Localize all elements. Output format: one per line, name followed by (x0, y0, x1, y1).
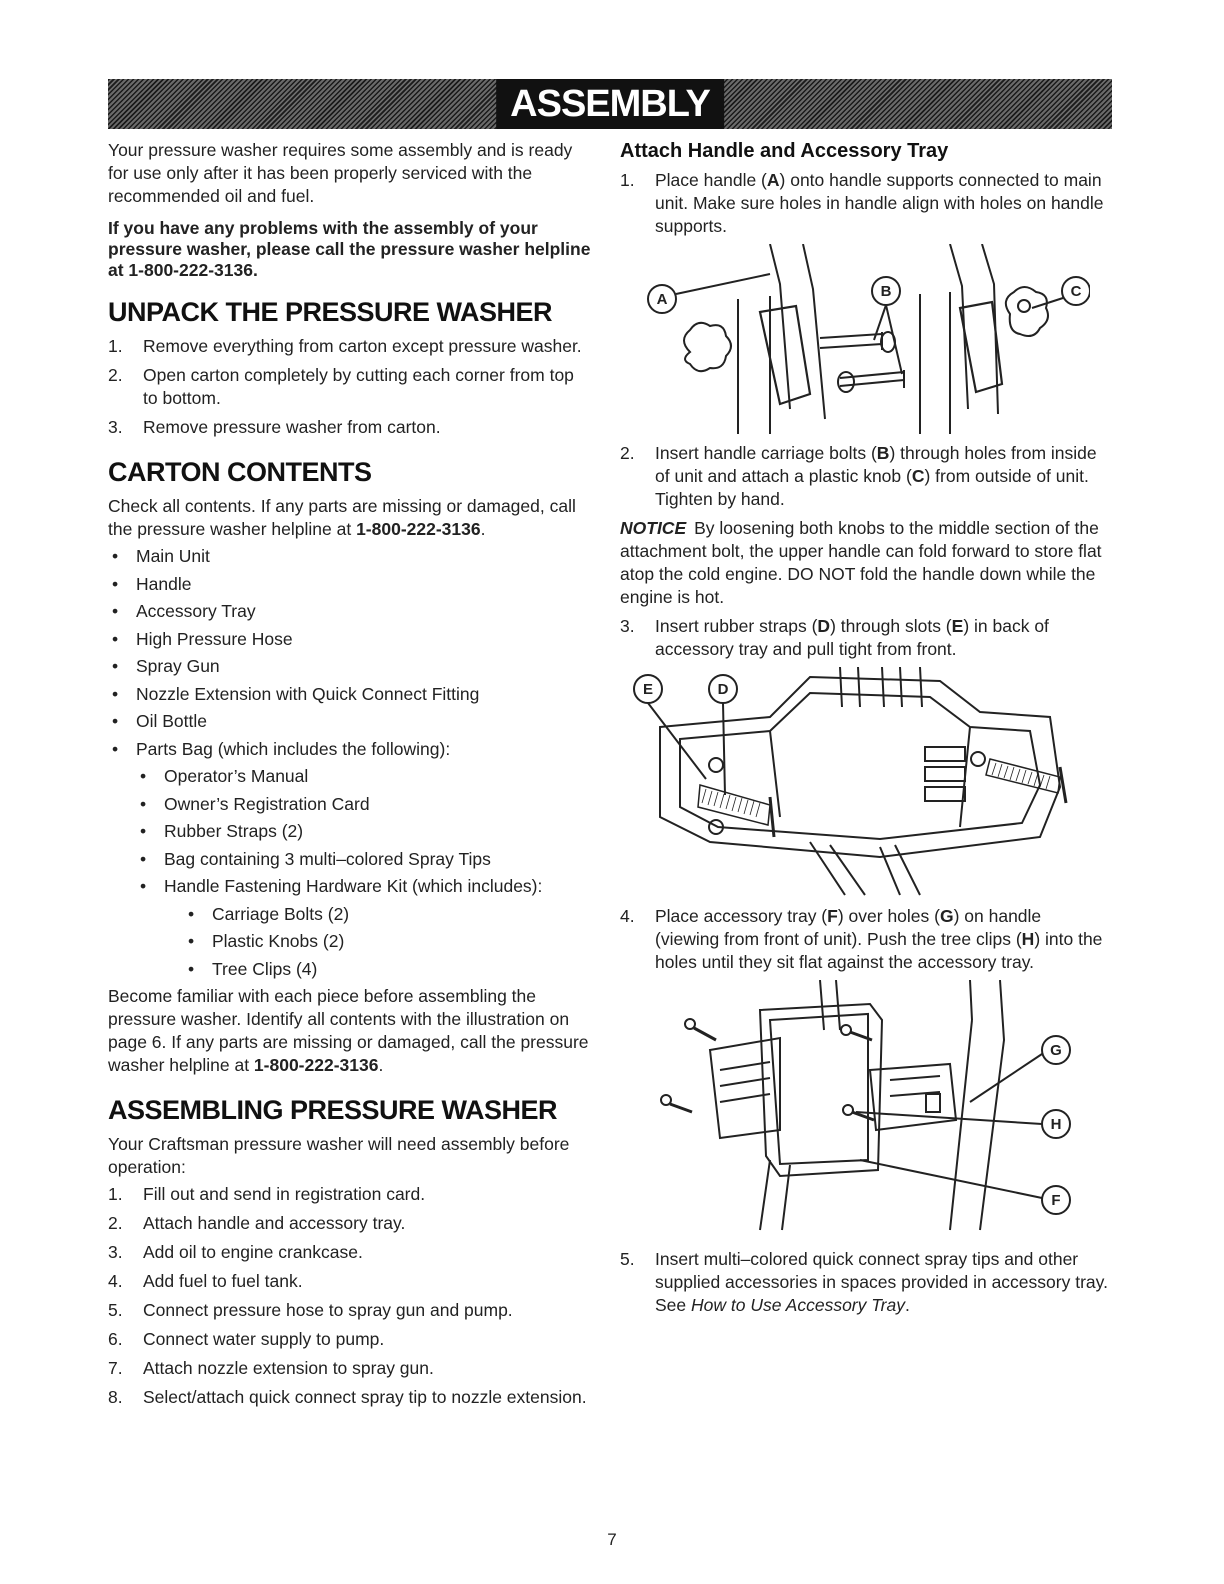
list-item: • Tree Clips (4) (108, 958, 593, 981)
accessory-tray-clips-figure (620, 980, 1090, 1240)
carton-intro: Check all contents. If any parts are missing or damaged, call the pressure washer helpline at 1-800-222-3136. (108, 496, 576, 539)
list-item: • Plastic Knobs (2) (108, 930, 593, 953)
label-h: H (1050, 1116, 1062, 1133)
label-g: G (1050, 1042, 1062, 1059)
helpline-phone: 1-800-222-3136 (253, 1055, 379, 1075)
assembling-heading: ASSEMBLING PRESSURE WASHER (108, 1095, 558, 1125)
list-item: 3. Insert rubber straps (D) through slots (E) in back of accessory tray and pull tight from front. (620, 616, 1049, 659)
list-item: • Carriage Bolts (2) (108, 903, 593, 926)
attach-step-1 (620, 169, 1110, 238)
label-b: B (880, 283, 892, 300)
right-column (620, 139, 1110, 1323)
attach-step-2 (620, 442, 1110, 511)
list-item: 5. Connect pressure hose to spray gun and pump. (108, 1300, 513, 1320)
list-item: • Parts Bag (which includes the following): (108, 738, 593, 761)
carton-items (108, 545, 593, 761)
label-c: C (1070, 283, 1082, 300)
list-item: 4. Place accessory tray (F) over holes (G) on handle (viewing from front of unit). Push the tree clips (H) into the holes until they sit flat against the accessory tray. (620, 906, 1103, 972)
list-item: 7. Attach nozzle extension to spray gun. (108, 1358, 434, 1378)
list-item: • Nozzle Extension with Quick Connect Fitting (108, 683, 593, 706)
list-item: • Rubber Straps (2) (108, 820, 593, 843)
carton-outro: Become familiar with each piece before assembling the pressure washer. Identify all contents with the illustration on page 6. If any parts are missing or damaged, call the pressure washer helpline at 1-800-222-3136. (108, 986, 589, 1075)
attach-step-5 (620, 1248, 1110, 1317)
accessory-tray-straps-figure (620, 667, 1090, 897)
list-item: 1. Remove everything from carton except pressure washer. (108, 336, 582, 356)
list-item: 3. Add oil to engine crankcase. (108, 1242, 363, 1262)
helpline-note: If you have any problems with the assembly of your pressure washer, please call the pressure washer helpline at 1-800-222-3136. (108, 218, 591, 280)
hardware-items (108, 903, 593, 981)
list-item: 3. Remove pressure washer from carton. (108, 417, 441, 437)
label-d: D (717, 681, 729, 698)
intro-paragraph: Your pressure washer requires some assembly and is ready for use only after it has been properly serviced with the recommended oil and fuel. (108, 140, 573, 206)
list-item: 2. Open carton completely by cutting each corner from top to bottom. (108, 365, 574, 408)
attach-step-4 (620, 905, 1110, 974)
parts-bag-items (108, 765, 593, 898)
assembling-intro: Your Craftsman pressure washer will need assembly before operation: (108, 1134, 570, 1177)
list-item: • Handle (108, 573, 593, 596)
label-e: E (642, 681, 654, 698)
list-item: 6. Connect water supply to pump. (108, 1329, 385, 1349)
unpack-steps (108, 335, 593, 439)
list-item: • Bag containing 3 multi–colored Spray Tips (108, 848, 593, 871)
list-item: • High Pressure Hose (108, 628, 593, 651)
list-item: • Accessory Tray (108, 600, 593, 623)
list-item: • Spray Gun (108, 655, 593, 678)
list-item: 1. Fill out and send in registration card. (108, 1184, 426, 1204)
list-item: 2. Insert handle carriage bolts (B) through holes from inside of unit and attach a plastic knob (C) from outside of unit. Tighten by hand. (620, 443, 1097, 509)
left-column (108, 139, 593, 1415)
list-item: 1. Place handle (A) onto handle supports connected to main unit. Make sure holes in handle align with holes on handle supports. (620, 170, 1104, 236)
list-item: • Main Unit (108, 545, 593, 568)
list-item: • Handle Fastening Hardware Kit (which includes): (108, 875, 593, 898)
list-item: 8. Select/attach quick connect spray tip to nozzle extension. (108, 1387, 587, 1407)
list-item: 4. Add fuel to fuel tank. (108, 1271, 303, 1291)
label-a: A (656, 291, 668, 308)
carton-heading: CARTON CONTENTS (108, 457, 372, 487)
unpack-heading: UNPACK THE PRESSURE WASHER (108, 297, 553, 327)
notice-label: NOTICE (620, 518, 687, 538)
list-item: • Operator’s Manual (108, 765, 593, 788)
attach-heading: Attach Handle and Accessory Tray (620, 140, 949, 162)
list-item: • Oil Bottle (108, 710, 593, 733)
attach-step-3 (620, 615, 1110, 661)
page-number: 7 (607, 1530, 617, 1549)
list-item: 5. Insert multi–colored quick connect spray tips and other supplied accessories in spaces provided in accessory tray. See How to Use Accessory Tray. (620, 1249, 1108, 1315)
assembling-steps (108, 1183, 593, 1409)
page-title: ASSEMBLY (496, 79, 724, 129)
label-f: F (1051, 1192, 1061, 1209)
helpline-phone: 1-800-222-3136 (356, 519, 481, 539)
notice-paragraph: NOTICE By loosening both knobs to the middle section of the attachment bolt, the upper handle can fold forward to store flat atop the cold engine. DO NOT fold the handle down while the engine is hot. (620, 518, 1102, 607)
accessory-tray-reference: How to Use Accessory Tray (691, 1295, 905, 1315)
list-item: • Owner’s Registration Card (108, 793, 593, 816)
handle-attachment-figure (620, 244, 1090, 434)
header-banner (108, 79, 1112, 129)
list-item: 2. Attach handle and accessory tray. (108, 1213, 406, 1233)
